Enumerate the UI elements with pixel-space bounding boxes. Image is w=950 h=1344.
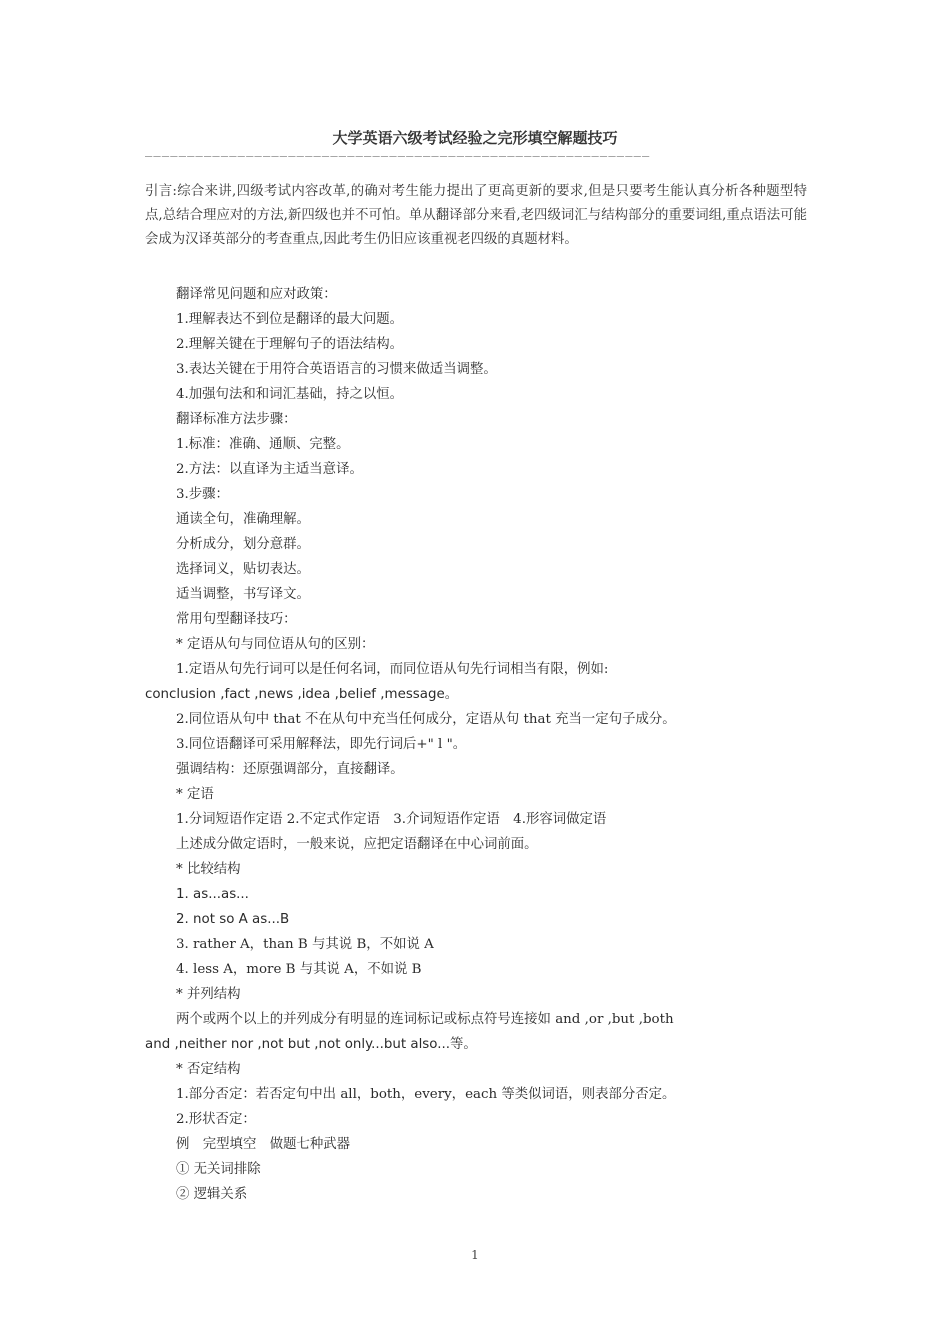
text-line: and ,neither nor ,not but ,not only...but also...等。 xyxy=(145,1037,477,1052)
text-line: conclusion ,fact ,news ,idea ,belief ,message。 xyxy=(145,687,459,702)
text-line: 2. not so A as...B xyxy=(176,912,290,927)
text-line: 1.部分否定：若否定句中出 all，both，every，each 等类似词语，则表部分否定。 xyxy=(176,1087,676,1102)
text-line: 2.方法：以直译为主适当意译。 xyxy=(176,462,363,477)
text-line: 通读全句，准确理解。 xyxy=(176,512,310,527)
text-line: ① 无关词排除 xyxy=(176,1162,261,1177)
text-line: 1.标准：准确、通顺、完整。 xyxy=(176,437,350,452)
text-line: 1.理解表达不到位是翻译的最大问题。 xyxy=(176,312,404,327)
text-line: ② 逻辑关系 xyxy=(176,1187,248,1202)
text-line: 常用句型翻译技巧： xyxy=(176,612,297,627)
title-divider: ———————————————————————————————————————————————————————————— xyxy=(145,149,651,163)
page-number: 1 xyxy=(471,1248,479,1262)
text-line: 2.同位语从句中 that 不在从句中充当任何成分，定语从句 that 充当一定句子成分。 xyxy=(176,712,676,727)
text-line: 1.定语从句先行词可以是任何名词，而同位语从句先行词相当有限，例如: xyxy=(176,662,609,677)
text-line: * 定语从句与同位语从句的区别： xyxy=(176,637,375,652)
text-line: 适当调整，书写译文。 xyxy=(176,587,310,602)
text-line: 强调结构：还原强调部分，直接翻译。 xyxy=(176,762,404,777)
text-line: 3. rather A，than B 与其说 B，不如说 A xyxy=(176,937,434,952)
text-line: 2.理解关键在于理解句子的语法结构。 xyxy=(176,337,404,352)
text-line: 翻译常见问题和应对政策： xyxy=(176,287,337,302)
text-line: 1.分词短语作定语 2.不定式作定语 3.介词短语作定语 4.形容词做定语 xyxy=(176,812,607,827)
text-line: 4.加强句法和和词汇基础，持之以恒。 xyxy=(176,387,404,402)
text-line: 选择词义，贴切表达。 xyxy=(176,562,310,577)
text-line: 4. less A，more B 与其说 A，不如说 B xyxy=(176,962,422,977)
text-line: * 比较结构 xyxy=(176,862,241,877)
text-line: * 并列结构 xyxy=(176,987,241,1002)
text-line: 翻译标准方法步骤： xyxy=(176,412,297,427)
text-line: 3.表达关键在于用符合英语语言的习惯来做适当调整。 xyxy=(176,362,497,377)
text-line: 2.形状否定： xyxy=(176,1112,256,1127)
intro-paragraph: 引言:综合来讲,四级考试内容改革,的确对考生能力提出了更高更新的要求,但是只要考生能认真分析各种题型特点,总结合理应对的方法,新四级也并不可怕。单从翻译部分来看,老四级词汇与结构部分的重要词组,重点语法可能会成为汉译英部分的考查重点,因此考生仍旧应该重视老四级的真题材料。 xyxy=(145,184,807,247)
text-line: 分析成分，划分意群。 xyxy=(176,537,310,552)
text-line: 3.步骤： xyxy=(176,487,229,502)
page-title: 大学英语六级考试经验之完形填空解题技巧 xyxy=(332,129,618,147)
text-line: 两个或两个以上的并列成分有明显的连词标记或标点符号连接如 and ,or ,but ,both xyxy=(176,1012,674,1027)
text-line: 1. as...as... xyxy=(176,887,249,902)
text-line: * 否定结构 xyxy=(176,1062,241,1077)
text-line: 3.同位语翻译可采用解释法，即先行词后+" l "。 xyxy=(176,737,467,752)
text-line: 上述成分做定语时，一般来说，应把定语翻译在中心词前面。 xyxy=(176,837,538,852)
body-text xyxy=(145,282,807,1207)
text-line: 例 完型填空 做题七种武器 xyxy=(176,1137,351,1152)
text-line: * 定语 xyxy=(176,787,214,802)
